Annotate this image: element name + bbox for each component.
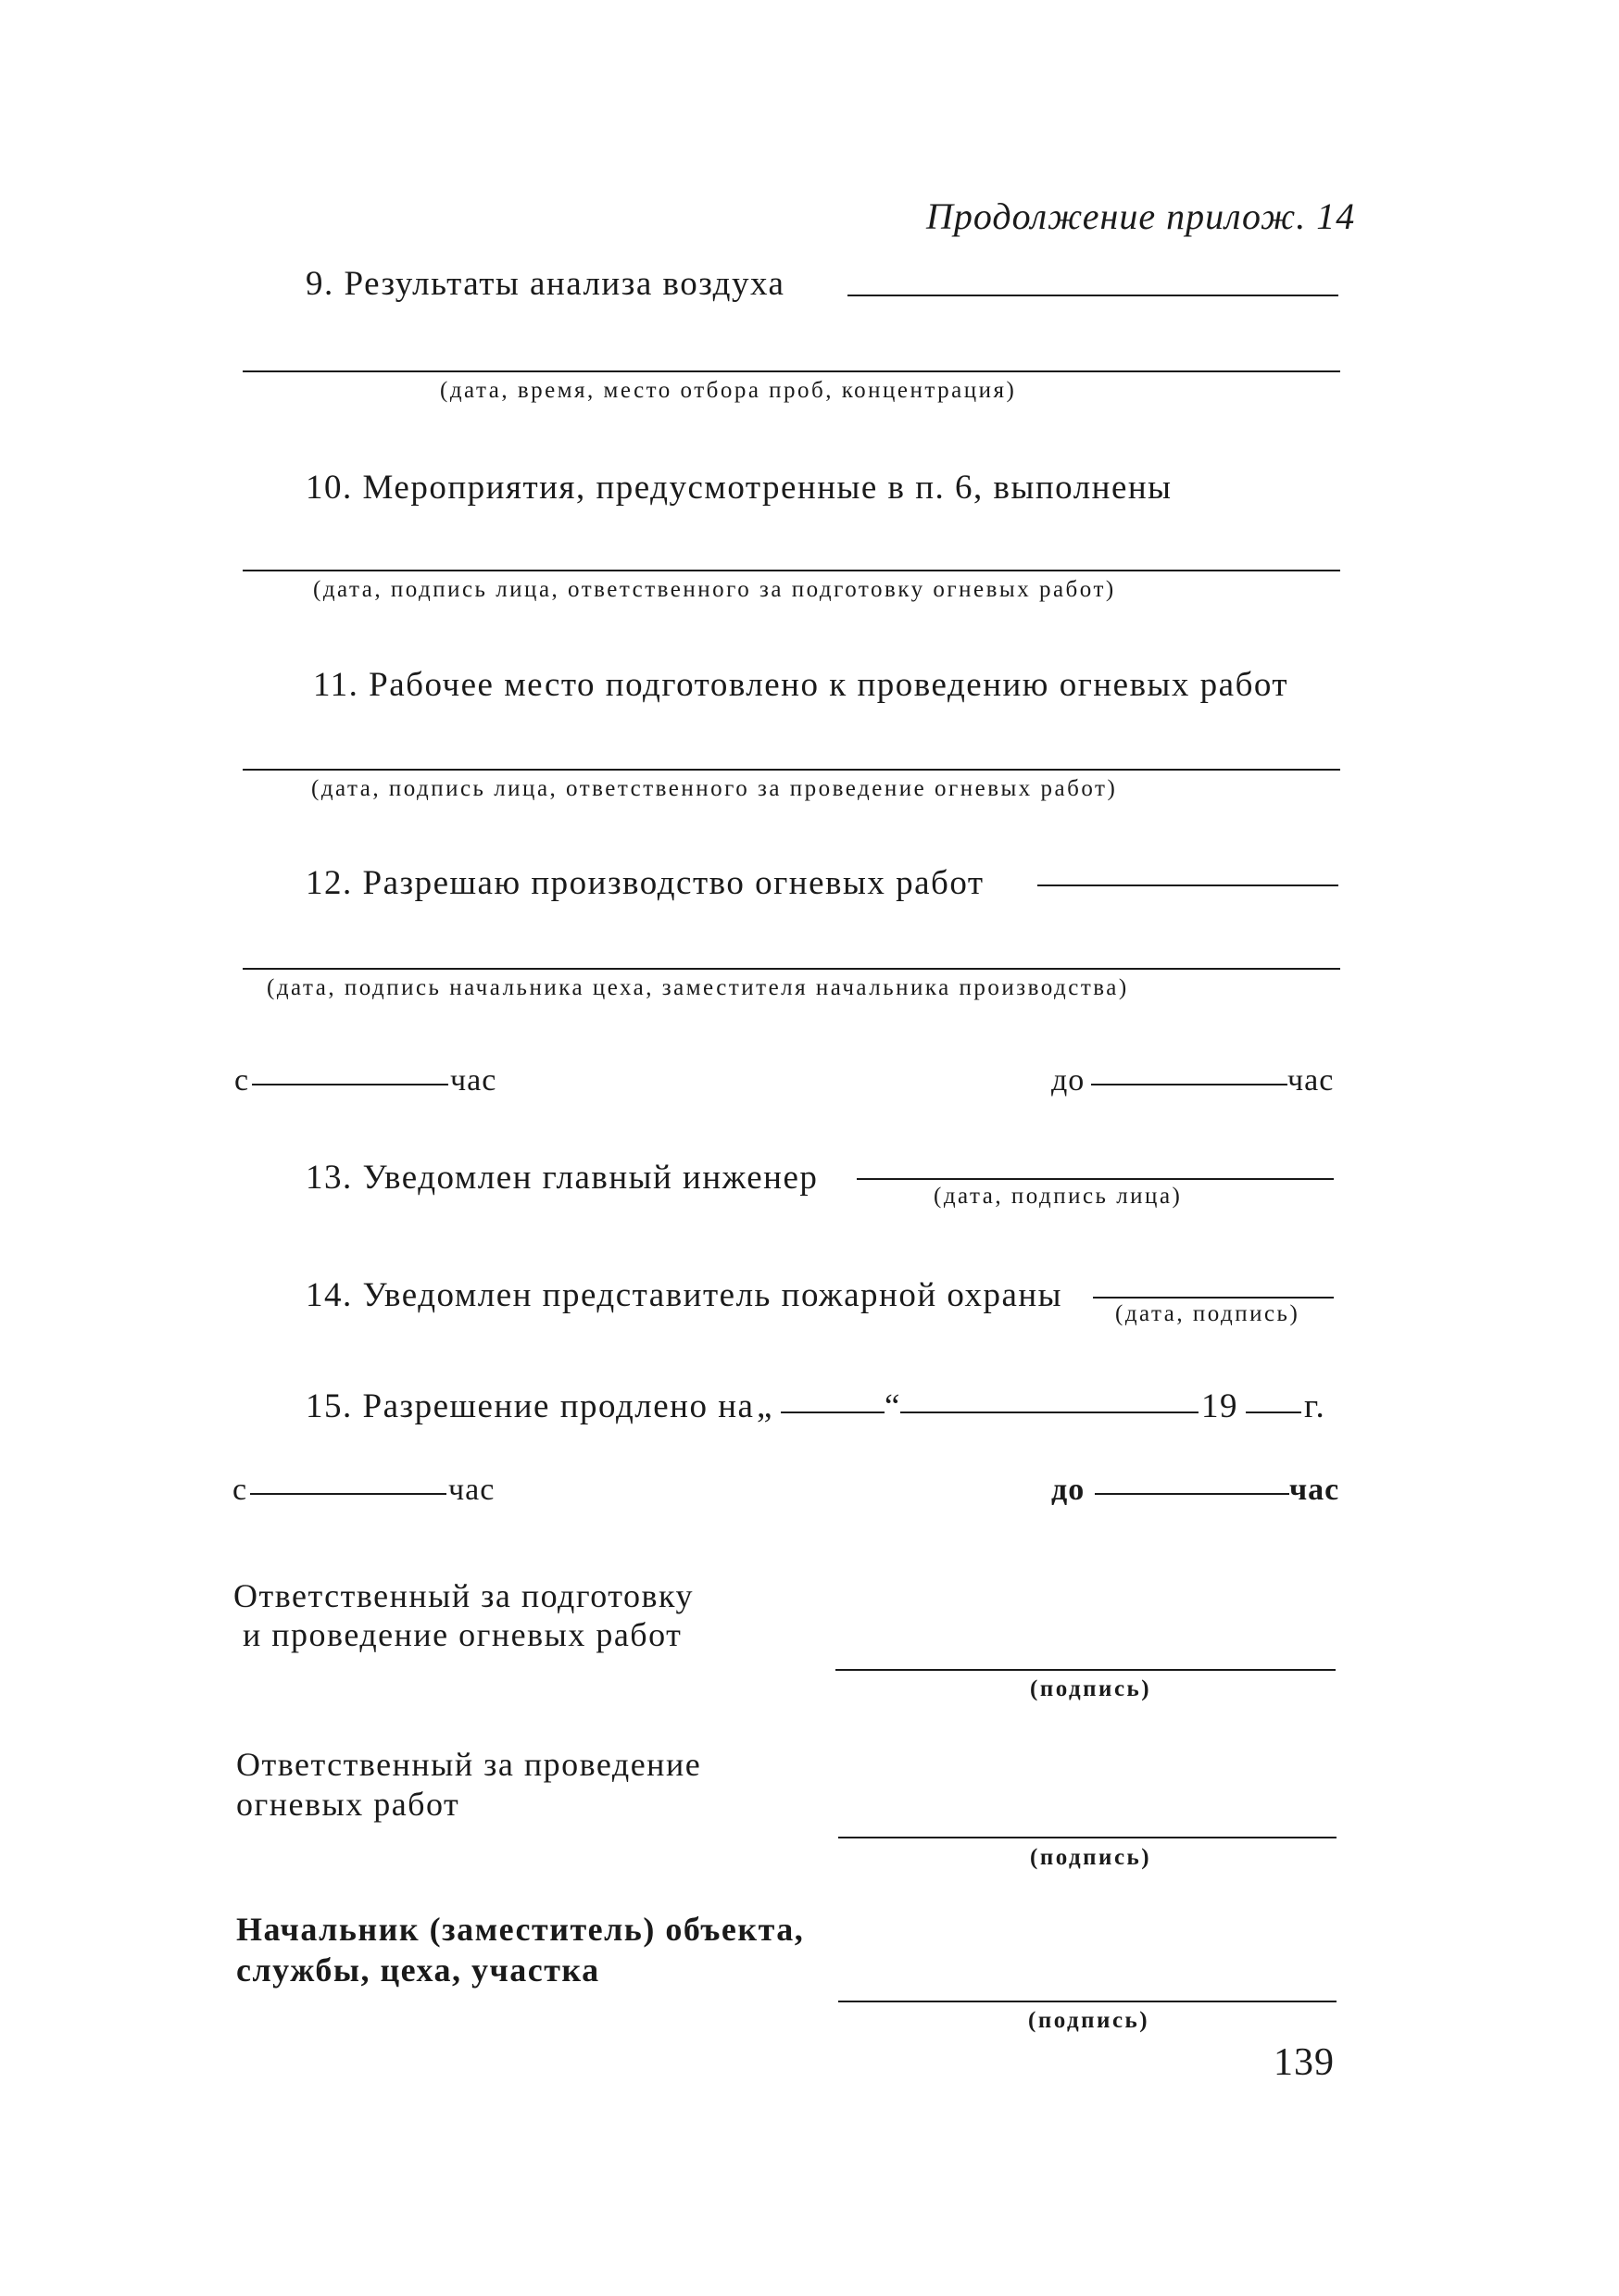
sig1-caption: (подпись) <box>1030 1676 1152 1701</box>
time2-from-label: с <box>232 1473 248 1507</box>
time2-to-unit: час <box>1289 1473 1340 1507</box>
sig2-signature-line <box>838 1837 1337 1838</box>
item-15-year-line <box>1246 1411 1301 1413</box>
time1-from-label: с <box>234 1063 250 1098</box>
sig2-title-line1: Ответственный за проведение <box>236 1746 702 1783</box>
time1-from-unit: час <box>450 1063 497 1098</box>
sig1-signature-line <box>835 1669 1336 1671</box>
item-11-caption: (дата, подпись лица, ответственного за проведение огневых работ) <box>311 776 1118 801</box>
item-9-full-line <box>243 370 1340 372</box>
item-15-day-line <box>781 1411 885 1413</box>
item-10-caption: (дата, подпись лица, ответственного за подготовку огневых работ) <box>313 577 1116 602</box>
item-14-text: 14. Уведомлен представитель пожарной охраны <box>306 1276 1063 1314</box>
sig3-title-line1: Начальник (заместитель) объекта, <box>236 1911 805 1948</box>
item-11-line <box>243 769 1340 771</box>
item-15-open-quote: „ <box>757 1387 773 1425</box>
item-12-text: 12. Разрешаю производство огневых работ <box>306 864 985 902</box>
item-15-text: 15. Разрешение продлено на <box>306 1387 755 1425</box>
time2-to-line <box>1095 1493 1289 1495</box>
continuation-header: Продолжение прилож. 14 <box>926 195 1356 237</box>
item-12-line <box>243 968 1340 970</box>
time1-from-line <box>252 1084 448 1085</box>
time2-from-unit: час <box>448 1473 496 1507</box>
time1-to-line <box>1091 1084 1287 1085</box>
item-12-caption: (дата, подпись начальника цеха, заместителя начальника производства) <box>267 975 1129 1000</box>
item-13-line <box>857 1178 1334 1180</box>
time2-from-line <box>250 1493 446 1495</box>
sig3-caption: (подпись) <box>1028 2008 1150 2033</box>
item-14-line <box>1093 1297 1334 1299</box>
item-9-caption: (дата, время, место отбора проб, концентрация) <box>440 378 1017 403</box>
item-9-text: 9. Результаты анализа воздуха <box>306 265 785 303</box>
sig3-title-line2: службы, цеха, участка <box>236 1951 600 1989</box>
sig1-title-line2: и проведение огневых работ <box>243 1616 683 1653</box>
item-11-text: 11. Рабочее место подготовлено к проведению огневых работ <box>313 666 1289 704</box>
sig2-caption: (подпись) <box>1030 1845 1152 1870</box>
item-13-text: 13. Уведомлен главный инженер <box>306 1159 819 1197</box>
item-12-fill-line <box>1037 885 1338 886</box>
item-15-close-quote: “ <box>885 1387 901 1425</box>
item-15-month-line <box>900 1411 1199 1413</box>
item-14-caption: (дата, подпись) <box>1115 1301 1300 1326</box>
sig3-signature-line <box>838 2001 1337 2002</box>
item-15-year-suffix: г. <box>1304 1387 1326 1425</box>
sig2-title-line2: огневых работ <box>236 1786 460 1823</box>
sig1-title-line1: Ответственный за подготовку <box>233 1577 695 1614</box>
item-10-line <box>243 570 1340 571</box>
item-13-caption: (дата, подпись лица) <box>934 1184 1183 1209</box>
item-10-text: 10. Мероприятия, предусмотренные в п. 6, выполнены <box>306 469 1173 507</box>
page-number: 139 <box>1274 2041 1335 2084</box>
time1-to-unit: час <box>1287 1063 1335 1098</box>
time2-to-label: до <box>1051 1473 1086 1507</box>
time1-to-label: до <box>1051 1063 1086 1098</box>
item-9-fill-line <box>847 295 1338 296</box>
item-15-year-prefix: 19 <box>1201 1387 1238 1425</box>
